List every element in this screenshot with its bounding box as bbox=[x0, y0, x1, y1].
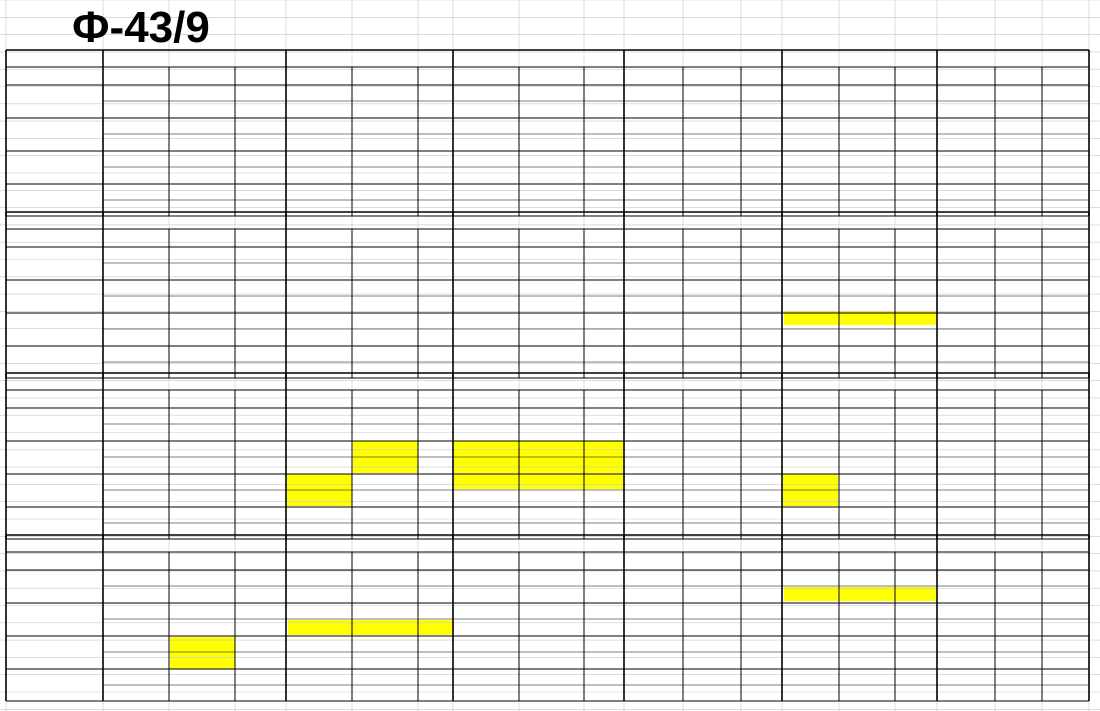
highlight-cell bbox=[170, 637, 235, 669]
highlight-cell bbox=[288, 620, 452, 635]
highlight-cell bbox=[784, 587, 936, 601]
sheet-title: Ф-43/9 bbox=[72, 3, 210, 52]
highlight-cell bbox=[454, 474, 623, 489]
